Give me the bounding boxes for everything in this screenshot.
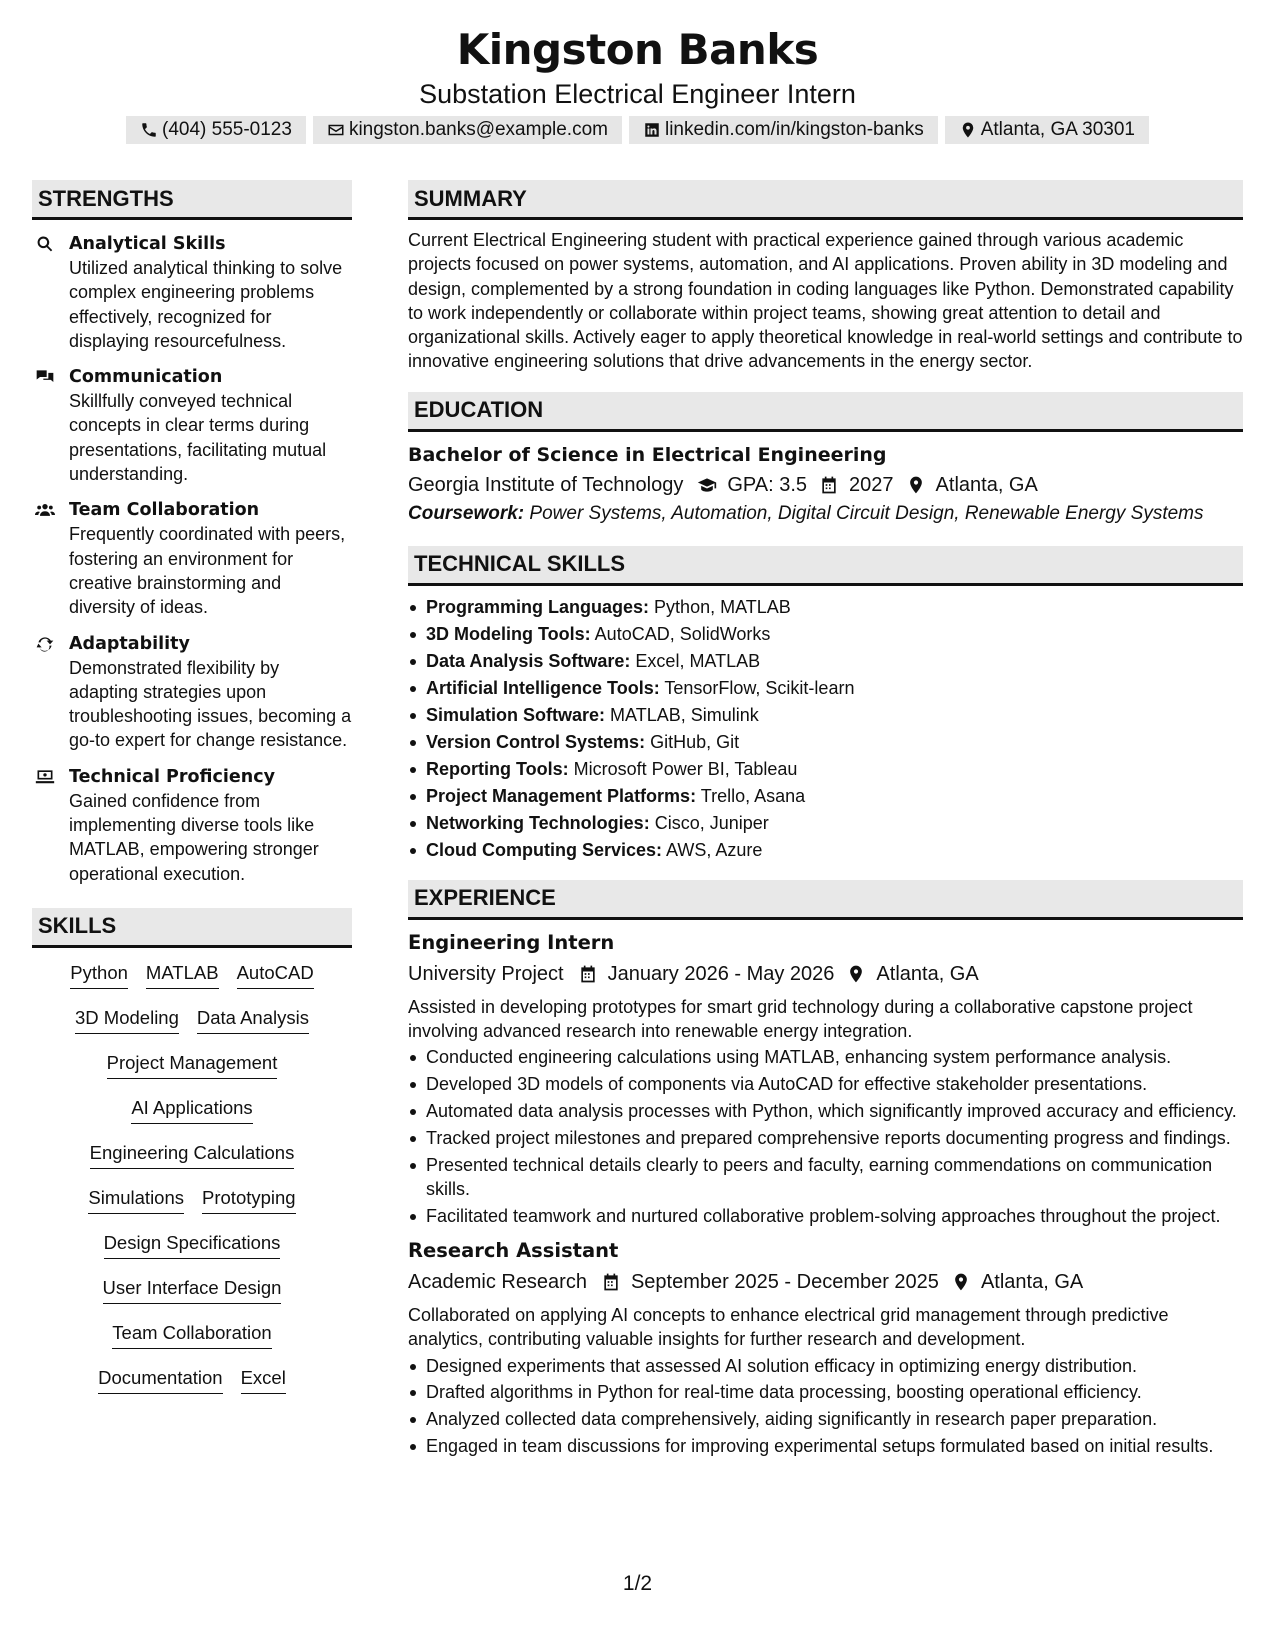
skills-heading: SKILLS bbox=[32, 908, 352, 948]
skills-list bbox=[32, 960, 352, 1410]
contact-phone bbox=[126, 116, 306, 144]
calendar-icon bbox=[578, 964, 598, 984]
map-pin-icon bbox=[846, 964, 866, 984]
experience-heading: EXPERIENCE bbox=[408, 880, 1243, 920]
strength-desc: Frequently coordinated with peers, fostering an environment for creative brainstorming and diversity of ideas. bbox=[69, 524, 346, 618]
candidate-title: Substation Electrical Engineer Intern bbox=[419, 79, 856, 109]
skill-tag: Excel bbox=[241, 1365, 286, 1394]
list-item bbox=[408, 837, 1243, 864]
job-org: University Project bbox=[408, 962, 564, 985]
skill-row bbox=[32, 1050, 352, 1095]
list-item: Drafted algorithms in Python for real-time data processing, boosting operational efficiency. bbox=[408, 1380, 1243, 1404]
phone-icon bbox=[140, 121, 158, 139]
skill-tag: Python bbox=[70, 960, 128, 989]
tech-skill-label: Cloud Computing Services: bbox=[426, 839, 663, 860]
strength-title: Technical Proficiency bbox=[69, 766, 275, 787]
tech-skill-value: AutoCAD, SolidWorks bbox=[594, 623, 771, 644]
experience-entry bbox=[408, 930, 1243, 1228]
list-item bbox=[408, 594, 1243, 621]
strength-item bbox=[32, 232, 352, 353]
education-location: Atlanta, GA bbox=[935, 473, 1038, 496]
tech-skill-label: 3D Modeling Tools: bbox=[426, 623, 591, 644]
list-item bbox=[408, 648, 1243, 675]
education-degree: Bachelor of Science in Electrical Engineering bbox=[408, 443, 887, 466]
strength-title: Communication bbox=[69, 367, 223, 388]
skill-row bbox=[32, 1095, 352, 1140]
calendar-icon bbox=[819, 475, 839, 495]
contact-phone-text: (404) 555-0123 bbox=[162, 119, 292, 140]
contact-email-text: kingston.banks@example.com bbox=[348, 119, 608, 140]
tech-skill-label: Reporting Tools: bbox=[426, 758, 569, 779]
laptop-icon bbox=[34, 767, 56, 787]
strength-title: Adaptability bbox=[69, 633, 190, 654]
map-pin-icon bbox=[906, 475, 926, 495]
contact-location-text: Atlanta, GA 30301 bbox=[980, 119, 1135, 140]
skill-tag: Project Management bbox=[107, 1050, 278, 1079]
skill-tag: Team Collaboration bbox=[112, 1320, 271, 1349]
list-item bbox=[408, 702, 1243, 729]
chat-bubbles-icon bbox=[34, 367, 56, 387]
sync-arrows-icon bbox=[34, 634, 56, 654]
contact-location bbox=[945, 116, 1149, 144]
calendar-icon bbox=[601, 1272, 621, 1292]
experience-entry bbox=[408, 1238, 1243, 1458]
job-description: Collaborated on applying AI concepts to enhance electrical grid management through predictive analytics, contributing valuable insights for further research and development. bbox=[408, 1304, 1169, 1350]
list-item: Developed 3D models of components via AutoCAD for effective stakeholder presentations. bbox=[408, 1072, 1243, 1096]
tech-skill-value: Cisco, Juniper bbox=[654, 812, 769, 833]
strength-desc: Utilized analytical thinking to solve complex engineering problems effectively, recognized for displaying resourcefulness. bbox=[69, 258, 343, 351]
tech-skill-label: Version Control Systems: bbox=[426, 731, 646, 752]
skill-tag: AI Applications bbox=[131, 1095, 252, 1124]
strength-item bbox=[32, 765, 352, 886]
strength-desc: Demonstrated flexibility by adapting strategies upon troubleshooting issues, becoming a go-to expert for change resistance. bbox=[69, 657, 352, 751]
candidate-name: Kingston Banks bbox=[456, 25, 819, 74]
education-coursework bbox=[408, 502, 1243, 526]
technical-skills-heading: TECHNICAL SKILLS bbox=[408, 546, 1243, 586]
job-title: Engineering Intern bbox=[408, 930, 615, 954]
skill-tag: 3D Modeling bbox=[75, 1005, 179, 1034]
strength-title: Team Collaboration bbox=[69, 500, 260, 521]
tech-skill-label: Simulation Software: bbox=[426, 704, 606, 725]
skill-tag: Engineering Calculations bbox=[90, 1140, 295, 1169]
list-item: Designed experiments that assessed AI solution efficacy in optimizing energy distribution. bbox=[408, 1354, 1243, 1378]
tech-skill-value: AWS, Azure bbox=[666, 839, 763, 860]
coursework-label: Coursework: bbox=[408, 502, 525, 524]
summary-heading: SUMMARY bbox=[408, 180, 1243, 220]
users-icon bbox=[34, 500, 56, 520]
tech-skill-label: Networking Technologies: bbox=[426, 812, 650, 833]
list-item: Analyzed collected data comprehensively, aiding significantly in research paper preparation. bbox=[408, 1407, 1243, 1431]
resume-header bbox=[0, 22, 1275, 144]
skill-tag: AutoCAD bbox=[237, 960, 314, 989]
page-number: 1/2 bbox=[622, 1572, 653, 1595]
skill-row bbox=[32, 1275, 352, 1320]
map-pin-icon bbox=[959, 121, 977, 139]
technical-skills-list bbox=[408, 594, 1243, 864]
tech-skill-label: Artificial Intelligence Tools: bbox=[426, 677, 660, 698]
job-meta bbox=[408, 959, 1243, 989]
skill-row bbox=[32, 1365, 352, 1410]
contact-bar bbox=[0, 116, 1275, 144]
skill-row bbox=[32, 1140, 352, 1185]
contact-linkedin-text: linkedin.com/in/kingston-banks bbox=[664, 119, 924, 140]
list-item: Tracked project milestones and prepared comprehensive reports documenting progress and findings. bbox=[408, 1126, 1243, 1150]
skill-tag: Data Analysis bbox=[197, 1005, 309, 1034]
skill-tag: User Interface Design bbox=[103, 1275, 282, 1304]
skill-tag: Design Specifications bbox=[104, 1230, 281, 1259]
strength-desc: Skillfully conveyed technical concepts in clear terms during presentations, facilitating mutual understanding. bbox=[69, 391, 327, 485]
summary-text: Current Electrical Engineering student with practical experience gained through various academic projects focused on power systems, automation, and AI applications. Proven ability in 3D modeling and design, complemented by a strong foundation in coding languages like Python. Demonstrated capability to work independently or collaborate within project teams, showing great attention to detail and organizational skills. Actively eager to apply theoretical knowledge in real-world settings and contribute to innovative engineering solutions that drive advancements in the energy sector. bbox=[408, 230, 1243, 372]
list-item bbox=[408, 729, 1243, 756]
coursework-list: Power Systems, Automation, Digital Circuit Design, Renewable Energy Systems bbox=[529, 502, 1204, 524]
strengths-heading: STRENGTHS bbox=[32, 180, 352, 220]
magnifier-icon bbox=[34, 234, 56, 254]
skill-tag: Documentation bbox=[98, 1365, 222, 1394]
list-item bbox=[408, 621, 1243, 648]
education-meta bbox=[408, 470, 1243, 500]
job-title: Research Assistant bbox=[408, 1238, 619, 1262]
tech-skill-label: Project Management Platforms: bbox=[426, 785, 697, 806]
list-item: Conducted engineering calculations using MATLAB, enhancing system performance analysis. bbox=[408, 1045, 1243, 1069]
right-column bbox=[408, 180, 1243, 1461]
skill-row bbox=[32, 1320, 352, 1365]
list-item bbox=[408, 783, 1243, 810]
tech-skill-label: Data Analysis Software: bbox=[426, 650, 631, 671]
list-item: Automated data analysis processes with Python, which significantly improved accuracy and efficiency. bbox=[408, 1099, 1243, 1123]
skill-tag: Prototyping bbox=[202, 1185, 296, 1214]
tech-skill-value: MATLAB, Simulink bbox=[610, 704, 759, 725]
tech-skill-value: GitHub, Git bbox=[650, 731, 740, 752]
tech-skill-value: TensorFlow, Scikit-learn bbox=[664, 677, 855, 698]
skill-tag: Simulations bbox=[88, 1185, 184, 1214]
skill-row bbox=[32, 1230, 352, 1275]
job-location: Atlanta, GA bbox=[980, 1270, 1084, 1293]
envelope-icon bbox=[327, 121, 345, 139]
skill-row bbox=[32, 960, 352, 1005]
job-dates: September 2025 - December 2025 bbox=[630, 1270, 939, 1293]
job-org: Academic Research bbox=[408, 1270, 587, 1293]
contact-linkedin[interactable] bbox=[629, 116, 938, 144]
list-item bbox=[408, 756, 1243, 783]
list-item: Engaged in team discussions for improving experimental setups formulated based on initial results. bbox=[408, 1434, 1243, 1458]
job-dates: January 2026 - May 2026 bbox=[607, 962, 835, 985]
list-item: Facilitated teamwork and nurtured collaborative problem-solving approaches throughout the project. bbox=[408, 1204, 1243, 1228]
list-item bbox=[408, 675, 1243, 702]
tech-skill-value: Python, MATLAB bbox=[654, 596, 791, 617]
left-column bbox=[32, 180, 352, 1410]
list-item bbox=[408, 810, 1243, 837]
skill-row bbox=[32, 1185, 352, 1230]
contact-email[interactable] bbox=[313, 116, 622, 144]
job-meta bbox=[408, 1267, 1243, 1297]
skill-tag: MATLAB bbox=[146, 960, 219, 989]
skill-row bbox=[32, 1005, 352, 1050]
tech-skill-label: Programming Languages: bbox=[426, 596, 650, 617]
education-gpa: GPA: 3.5 bbox=[727, 473, 808, 496]
strength-item bbox=[32, 498, 352, 619]
map-pin-icon bbox=[951, 1272, 971, 1292]
education-heading: EDUCATION bbox=[408, 392, 1243, 432]
strength-title: Analytical Skills bbox=[69, 234, 226, 254]
job-location: Atlanta, GA bbox=[876, 962, 979, 985]
strength-desc: Gained confidence from implementing diverse tools like MATLAB, empowering stronger operational execution. bbox=[69, 790, 319, 884]
job-bullets bbox=[408, 1045, 1243, 1228]
education-year: 2027 bbox=[849, 473, 894, 496]
job-description: Assisted in developing prototypes for smart grid technology during a collaborative capstone project involving advanced research into renewable energy integration. bbox=[408, 996, 1193, 1042]
education-school: Georgia Institute of Technology bbox=[408, 473, 684, 496]
linkedin-icon bbox=[643, 121, 661, 139]
strength-item bbox=[32, 632, 352, 753]
graduation-cap-icon bbox=[697, 475, 717, 495]
strength-item bbox=[32, 365, 352, 486]
tech-skill-value: Microsoft Power BI, Tableau bbox=[573, 758, 798, 779]
tech-skill-value: Excel, MATLAB bbox=[635, 650, 761, 671]
list-item: Presented technical details clearly to peers and faculty, earning commendations on communication skills. bbox=[408, 1153, 1243, 1202]
job-bullets bbox=[408, 1354, 1243, 1459]
tech-skill-value: Trello, Asana bbox=[700, 785, 806, 806]
